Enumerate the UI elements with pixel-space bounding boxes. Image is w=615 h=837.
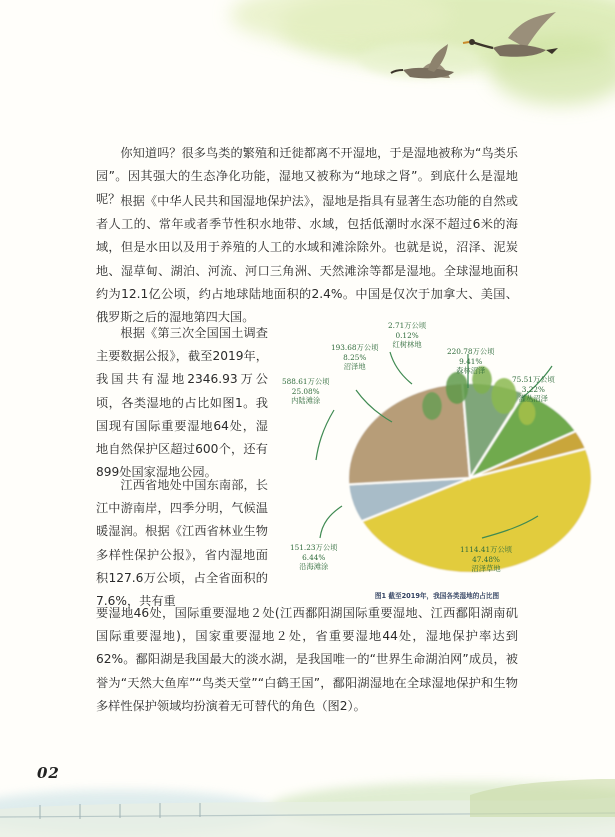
label-shrub-swamp: 75.51万公顷 3.22% 灌丛沼泽 [512, 375, 555, 404]
label-pointer [316, 410, 334, 460]
figure-caption: 图1 截至2019年，我国各类湿地的占比图 [374, 592, 500, 600]
bottom-landscape-decoration [0, 757, 615, 837]
goose-icon [391, 44, 454, 78]
label-coastal-flats: 151.23万公顷 6.44% 沿海滩涂 [290, 543, 338, 572]
tree-illustration [519, 401, 536, 425]
label-inland-flats: 588.61万公顷 25.08% 内陆滩涂 [282, 377, 330, 406]
tree-illustration [446, 372, 468, 404]
label-marsh-grassland: 1114.41万公顷 47.48% 沼泽草地 [460, 545, 513, 574]
paragraph-jiangxi: 江西省地处中国东南部，长江中游南岸，四季分明，气候温暖湿润。根据《江西省林业生物多样性保护公报》，省内湿地面积127.6万公顷，占全省面积的7.6%，共有重 [96, 478, 268, 609]
flying-geese-illustration [388, 8, 568, 108]
label-pointer [390, 352, 412, 384]
paragraph-definition: 根据《中华人民共和国湿地保护法》，湿地是指具有显著生态功能的自然或者人工的、常年或者季节性积水地带、水域，包括低潮时水深不超过6米的海域，但是水田以及用于养殖的人工的水域和滩涂除外。也就是说，沼泽、泥炭地、湿草甸、湖泊、河流、河口三角洲、天然滩涂等都是湿地。全球湿地面积约为12.1亿公顷，约占地球陆地面积的2.4%。中国是仅次于加拿大、美国、俄罗斯之后的湿地第四大国。 [96, 194, 518, 325]
tree-illustration [422, 392, 442, 420]
label-pointer [320, 506, 342, 538]
page-number: 02 [37, 764, 60, 782]
paragraph-national-survey: 根据《第三次全国国土调查主要数据公报》，截至2019年，我国共有湿地2346.93万公顷，各类湿地的占比如图1。我国现有国际重要湿地64处，湿地自然保护区超过600个，还有899处国家湿地公园。 [96, 326, 268, 480]
label-forest-swamp: 220.78万公顷 9.41% 森林沼泽 [447, 347, 495, 376]
paragraph-poyang-lake: 要湿地46处，国际重要湿地２处(江西鄱阳湖国际重要湿地、江西鄱阳湖南矶国际重要湿地)，国家重要湿地２处，省重要湿地44处，湿地保护率达到62%。鄱阳湖是我国最大的淡水湖，是我国唯一的“世界生命湖泊网”成员，被誉为“天然大鱼库”“鸟类天堂”“白鹤王国”，鄱阳湖湿地在全球湿地保护和生物多样性保护领域均扮演着无可替代的角色（图2）。 [96, 606, 518, 713]
paragraph-intro: 你知道吗？很多鸟类的繁殖和迁徙都离不开湿地，于是湿地被称为“鸟类乐园”。因其强大的生态净化功能，湿地又被称为“地球之肾”。到底什么是湿地呢？ [96, 146, 518, 207]
label-marsh: 193.68万公顷 8.25% 沼泽地 [331, 343, 379, 372]
label-mangrove: 2.71万公顷 0.12% 红树林地 [388, 321, 427, 350]
goose-icon [463, 12, 558, 57]
